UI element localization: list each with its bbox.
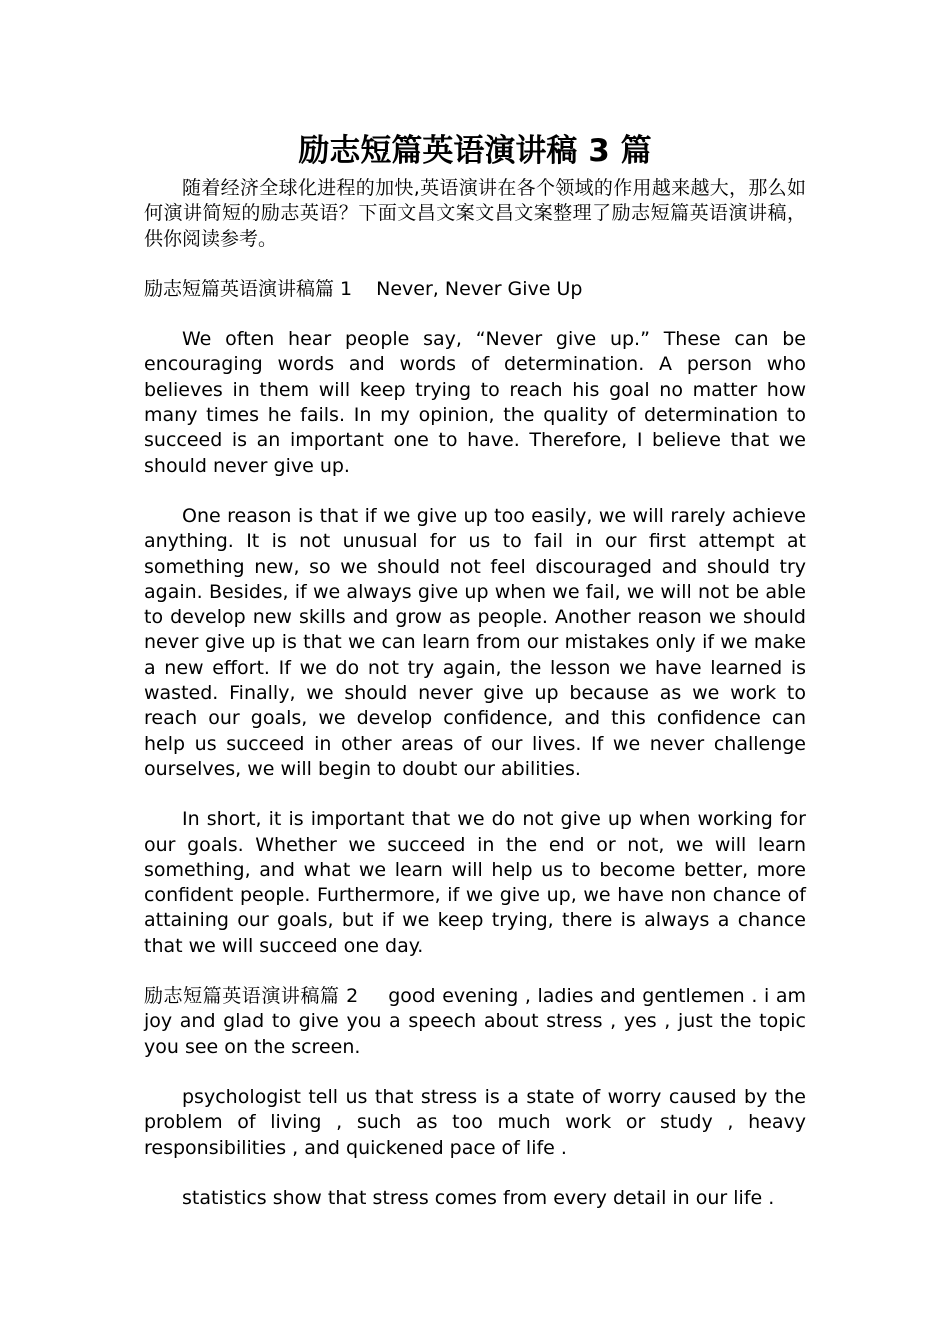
speech2-paragraph: psychologist tell us that stress is a state of worry caused by the problem of living , such as too much work or study , heavy responsibilities , and quickened pace of life . xyxy=(144,1085,806,1159)
speech1-label: 励志短篇英语演讲稿篇 1 xyxy=(144,277,353,300)
speech1-title: Never, Never Give Up xyxy=(376,277,583,300)
speech1-paragraph: One reason is that if we give up too easily, we will rarely achieve anything. It is not unusual for us to fail in our first attempt at something new, so we should not feel discouraged and should try again. Besides, if we always give up when we fail, we will not be able to develop new skills and grow as people. Another reason we should never give up is that we can learn from our mistakes only if we make a new effort. If we do not try again, the lesson we have learned is wasted. Finally, we should never give up because as we work to reach our goals, we develop confidence, and this confidence can help us succeed in other areas of our lives. If we never challenge ourselves, we will begin to doubt our abilities. xyxy=(144,504,806,780)
speech2-opening: good evening , ladies and gentlemen . i am joy and glad to give you a speech about stress , yes , just the topic you see on the screen. xyxy=(144,985,806,1058)
speech1-heading xyxy=(144,277,806,302)
speech1-paragraph: We often hear people say, “Never give up.” These can be encouraging words and words of determination. A person who believes in them will keep trying to reach his goal no matter how many times he fails. In my opinion, the quality of determination to succeed is an important one to have. Therefore, I believe that we should never give up. xyxy=(144,328,806,477)
speech2-label: 励志短篇英语演讲稿篇 2 xyxy=(144,985,359,1008)
speech1-paragraph: In short, it is important that we do not give up when working for our goals. Whether we succeed in the end or not, we will learn something, and what we learn will help us to become better, more confident people. Furthermore, if we give up, we have non chance of attaining our goals, but if we keep trying, there is always a chance that we will succeed one day. xyxy=(144,808,806,957)
intro-paragraph: 随着经济全球化进程的加快,英语演讲在各个领域的作用越来越大，那么如何演讲简短的励志英语？下面文昌文案文昌文案整理了励志短篇英语演讲稿，供你阅读参考。 xyxy=(144,177,806,250)
speech2-heading xyxy=(144,984,806,1060)
document-title: 励志短篇英语演讲稿 3 篇 xyxy=(298,133,652,169)
speech2-paragraph: statistics show that stress comes from every detail in our life . xyxy=(182,1186,775,1209)
document-body xyxy=(144,176,806,1211)
